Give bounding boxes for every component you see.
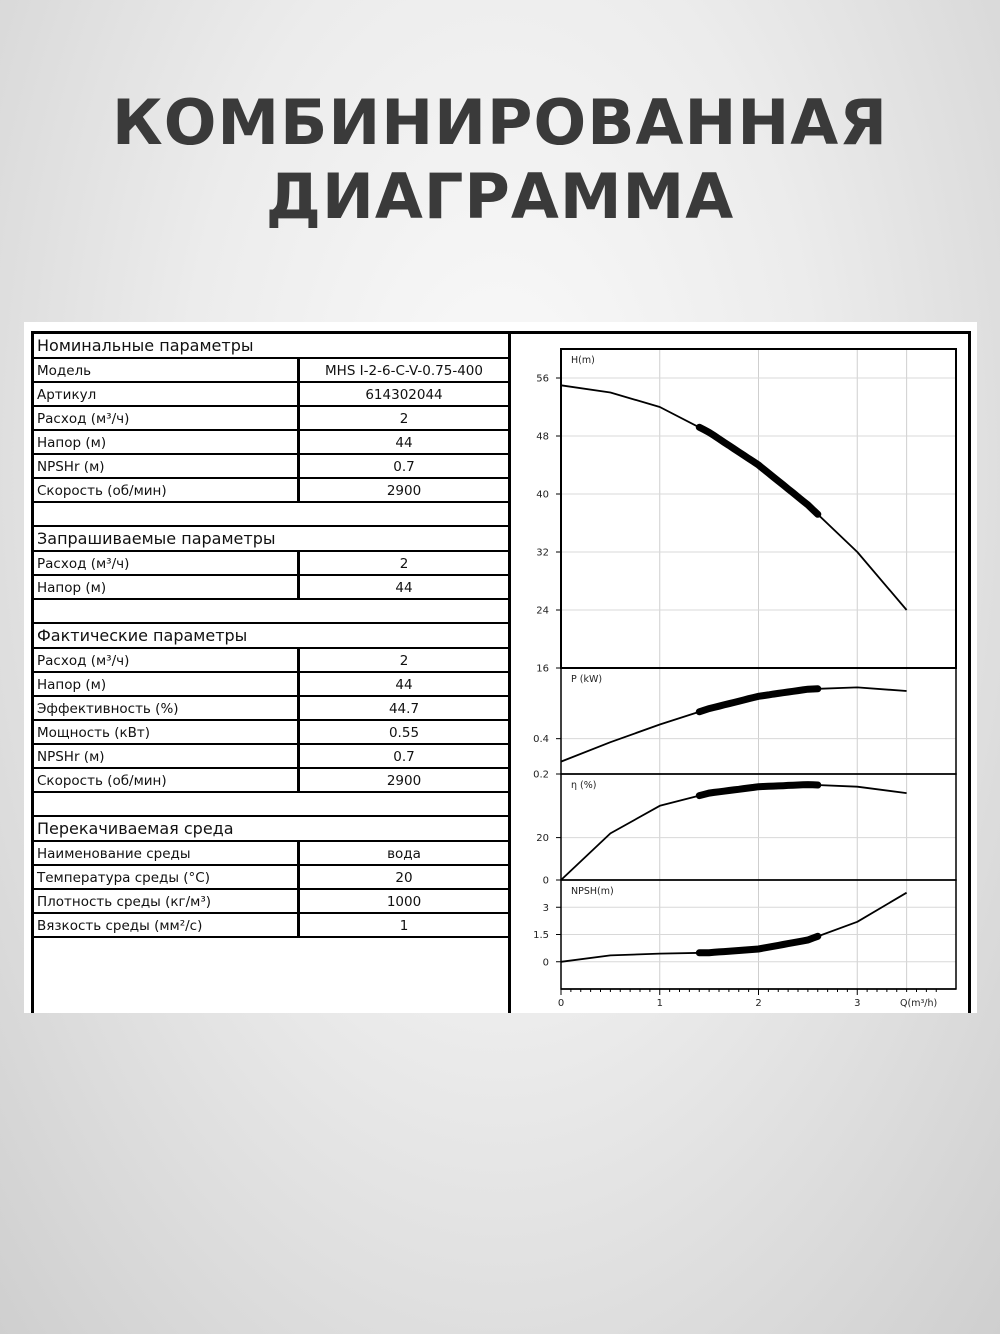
table-row (34, 479, 508, 503)
section-header (34, 334, 508, 359)
table-row (34, 769, 508, 793)
y-tick-label: 56 (536, 373, 549, 385)
x-tick-label: 1 (656, 998, 663, 1009)
parameter-label: Скорость (об/мин) (34, 479, 300, 501)
parameter-label: Скорость (об/мин) (34, 769, 300, 791)
x-tick-label: 2 (755, 998, 762, 1009)
x-tick-label: 3 (854, 998, 861, 1009)
y-tick-label: 32 (536, 547, 549, 559)
section-header (34, 817, 508, 842)
parameter-label: Плотность среды (кг/м³) (34, 890, 300, 912)
parameter-value: 0.7 (393, 459, 415, 475)
parameter-value: 0.7 (393, 749, 415, 765)
parameter-value: 44 (395, 435, 413, 451)
x-axis-label: Q(m³/h) (900, 998, 938, 1009)
table-row (34, 431, 508, 455)
table-row (34, 407, 508, 431)
parameter-value: 2900 (386, 483, 422, 499)
parameter-value: 1000 (386, 894, 422, 910)
head-curve (561, 385, 907, 610)
table-row (34, 914, 508, 938)
parameter-label: NPSHr (м) (34, 455, 300, 477)
datasheet-frame (31, 331, 971, 1013)
parameter-label: Расход (м³/ч) (34, 407, 300, 429)
table-row (34, 455, 508, 479)
parameter-value: 614302044 (365, 387, 443, 403)
parameter-value: 20 (395, 870, 413, 886)
x-tick-label: 0 (557, 998, 565, 1009)
table-row (34, 745, 508, 769)
title-line-1: КОМБИНИРОВАННАЯ (112, 86, 888, 159)
pump-curves-chart (511, 334, 971, 1016)
parameter-label: Модель (34, 359, 300, 381)
panel-label: H(m) (571, 355, 595, 366)
spacer-row (34, 600, 508, 624)
parameter-value: 0.55 (388, 725, 420, 741)
y-tick-label: 1.5 (533, 930, 549, 941)
parameter-label: Расход (м³/ч) (34, 552, 300, 574)
section-header (34, 624, 508, 649)
section-header (34, 527, 508, 552)
table-row (34, 576, 508, 600)
y-tick-label: 16 (536, 663, 549, 675)
parameter-value: MHS I-2-6-C-V-0.75-400 (325, 363, 483, 379)
panel-label: NPSH(m) (571, 886, 614, 897)
parameter-label: Вязкость среды (мм²/с) (34, 914, 300, 936)
section-title: Перекачиваемая среда (37, 819, 234, 838)
y-tick-label: 0 (542, 875, 549, 887)
section-title: Фактические параметры (37, 626, 248, 645)
parameter-value: 44 (395, 580, 413, 596)
table-row (34, 697, 508, 721)
parameter-label: Расход (м³/ч) (34, 649, 300, 671)
table-row (34, 842, 508, 866)
parameter-value: 44 (395, 677, 413, 693)
y-tick-label: 20 (536, 833, 549, 845)
page-title (0, 86, 1000, 234)
table-row (34, 383, 508, 407)
datasheet (24, 322, 977, 1013)
y-tick-label: 0 (542, 957, 549, 969)
parameter-value: 1 (399, 918, 409, 934)
panel-label: P (kW) (571, 674, 603, 685)
pump-curves-svg (511, 334, 971, 1016)
parameter-label: Мощность (кВт) (34, 721, 300, 743)
parameter-value: 44.7 (388, 701, 420, 717)
table-row (34, 359, 508, 383)
y-tick-label: 40 (536, 489, 549, 501)
parameter-label: NPSHr (м) (34, 745, 300, 767)
parameter-label: Напор (м) (34, 576, 300, 598)
parameter-label: Температура среды (°C) (34, 866, 300, 888)
parameter-label: Артикул (34, 383, 300, 405)
y-tick-label: 0.2 (533, 769, 549, 781)
table-row (34, 673, 508, 697)
spacer-row (34, 793, 508, 817)
parameter-value: 2 (399, 556, 409, 572)
parameters-table (34, 334, 511, 1013)
spacer-row (34, 503, 508, 527)
y-tick-label: 0.4 (533, 734, 549, 746)
parameter-value: 2900 (386, 773, 422, 789)
power-curve (561, 687, 907, 761)
panel-label: η (%) (571, 780, 597, 791)
y-tick-label: 24 (536, 605, 549, 617)
title-line-2: ДИАГРАММА (265, 160, 735, 233)
table-row (34, 649, 508, 673)
parameter-value: 2 (399, 653, 409, 669)
parameter-label: Наименование среды (34, 842, 300, 864)
y-tick-label: 3 (542, 902, 549, 914)
parameter-label: Напор (м) (34, 431, 300, 453)
table-row (34, 552, 508, 576)
parameter-value: 2 (399, 411, 409, 427)
y-tick-label: 48 (536, 431, 549, 443)
section-title: Номинальные параметры (37, 336, 254, 355)
section-title: Запрашиваемые параметры (37, 529, 276, 548)
parameter-label: Напор (м) (34, 673, 300, 695)
table-row (34, 721, 508, 745)
table-row (34, 866, 508, 890)
parameter-value: вода (387, 846, 421, 862)
efficiency-curve (561, 785, 907, 880)
parameter-label: Эффективность (%) (34, 697, 300, 719)
table-row (34, 890, 508, 914)
